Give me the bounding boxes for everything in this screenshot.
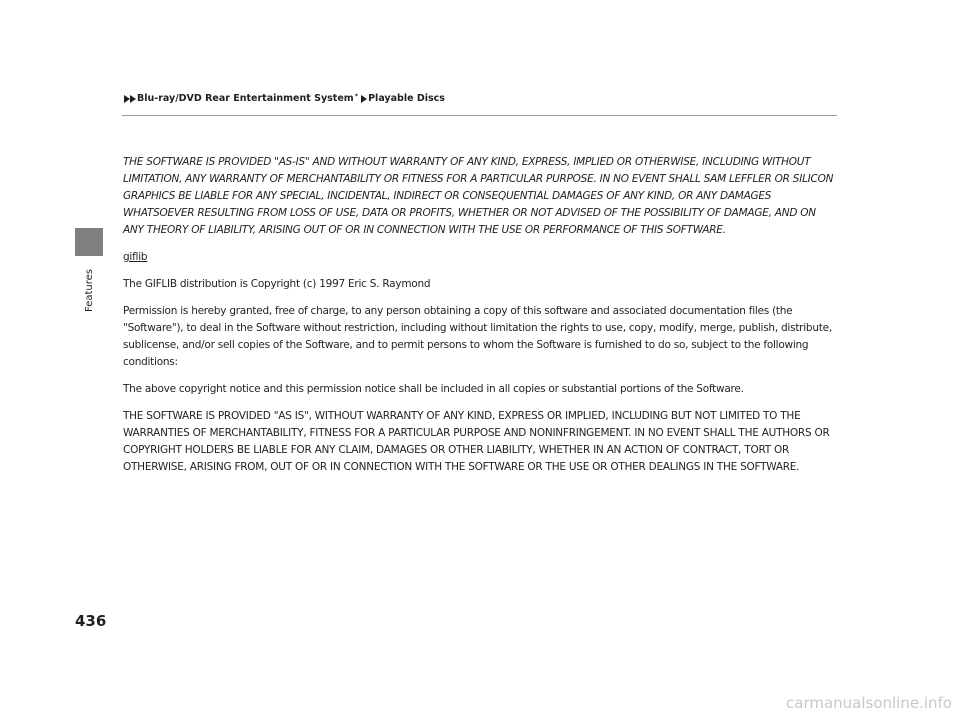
breadcrumb <box>124 93 445 104</box>
license-text <box>123 154 839 486</box>
copyright-paragraph: The GIFLIB distribution is Copyright (c) 1997 Eric S. Raymond <box>123 278 431 290</box>
breadcrumb-arrow-icon <box>361 95 367 103</box>
breadcrumb-section[interactable]: Blu-ray/DVD Rear Entertainment System <box>137 93 354 104</box>
section-tab-marker <box>75 228 103 256</box>
watermark: carmanualsonline.info <box>786 694 952 712</box>
header-divider <box>122 115 837 116</box>
breadcrumb-page[interactable]: Playable Discs <box>368 93 445 104</box>
breadcrumb-asterisk: * <box>354 91 359 100</box>
warranty-paragraph: THE SOFTWARE IS PROVIDED "AS IS", WITHOUT WARRANTY OF ANY KIND, EXPRESS OR IMPLIED, INCLUDING BUT NOT LIMITED TO THE WARRANTIES OF MERCHANTABILITY, FITNESS FOR A PARTICULAR PURPOSE AND NONINFRINGEMENT. IN NO EVENT SHALL THE AUTHORS OR COPYRIGHT HOLDERS BE LIABLE FOR ANY CLAIM, DAMAGES OR OTHER LIABILITY, WHETHER IN AN ACTION OF CONTRACT, TORT OR OTHERWISE, ARISING FROM, OUT OF OR IN CONNECTION WITH THE SOFTWARE OR THE USE OR OTHER DEALINGS IN THE SOFTWARE. <box>123 410 830 473</box>
page-number: 436 <box>75 612 107 630</box>
section-label-text: Features <box>83 268 95 312</box>
permission-paragraph: Permission is hereby granted, free of charge, to any person obtaining a copy of this software and associated documentation files (the "Software"), to deal in the Software without restriction, including without limitation the rights to use, copy, modify, merge, publish, distribute, sublicense, and/or sell copies of the Software, and to permit persons to whom the Software is furnished to do so, subject to the following conditions: <box>123 305 832 368</box>
library-heading: giflib <box>123 251 148 263</box>
disclaimer-paragraph: THE SOFTWARE IS PROVIDED "AS-IS" AND WITHOUT WARRANTY OF ANY KIND, EXPRESS, IMPLIED OR OTHERWISE, INCLUDING WITHOUT LIMITATION, ANY WARRANTY OF MERCHANTABILITY OR FITNESS FOR A PARTICULAR PURPOSE. IN NO EVENT SHALL SAM LEFFLER OR SILICON GRAPHICS BE LIABLE FOR ANY SPECIAL, INCIDENTAL, INDIRECT OR CONSEQUENTIAL DAMAGES OF ANY KIND, OR ANY DAMAGES WHATSOEVER RESULTING FROM LOSS OF USE, DATA OR PROFITS, WHETHER OR NOT ADVISED OF THE POSSIBILITY OF DAMAGE, AND ON ANY THEORY OF LIABILITY, ARISING OUT OF OR IN CONNECTION WITH THE USE OR PERFORMANCE OF THIS SOFTWARE. <box>123 156 834 236</box>
breadcrumb-arrow-icon <box>130 95 136 103</box>
section-label <box>77 260 101 320</box>
notice-paragraph: The above copyright notice and this permission notice shall be included in all copies or substantial portions of the Software. <box>123 383 744 395</box>
